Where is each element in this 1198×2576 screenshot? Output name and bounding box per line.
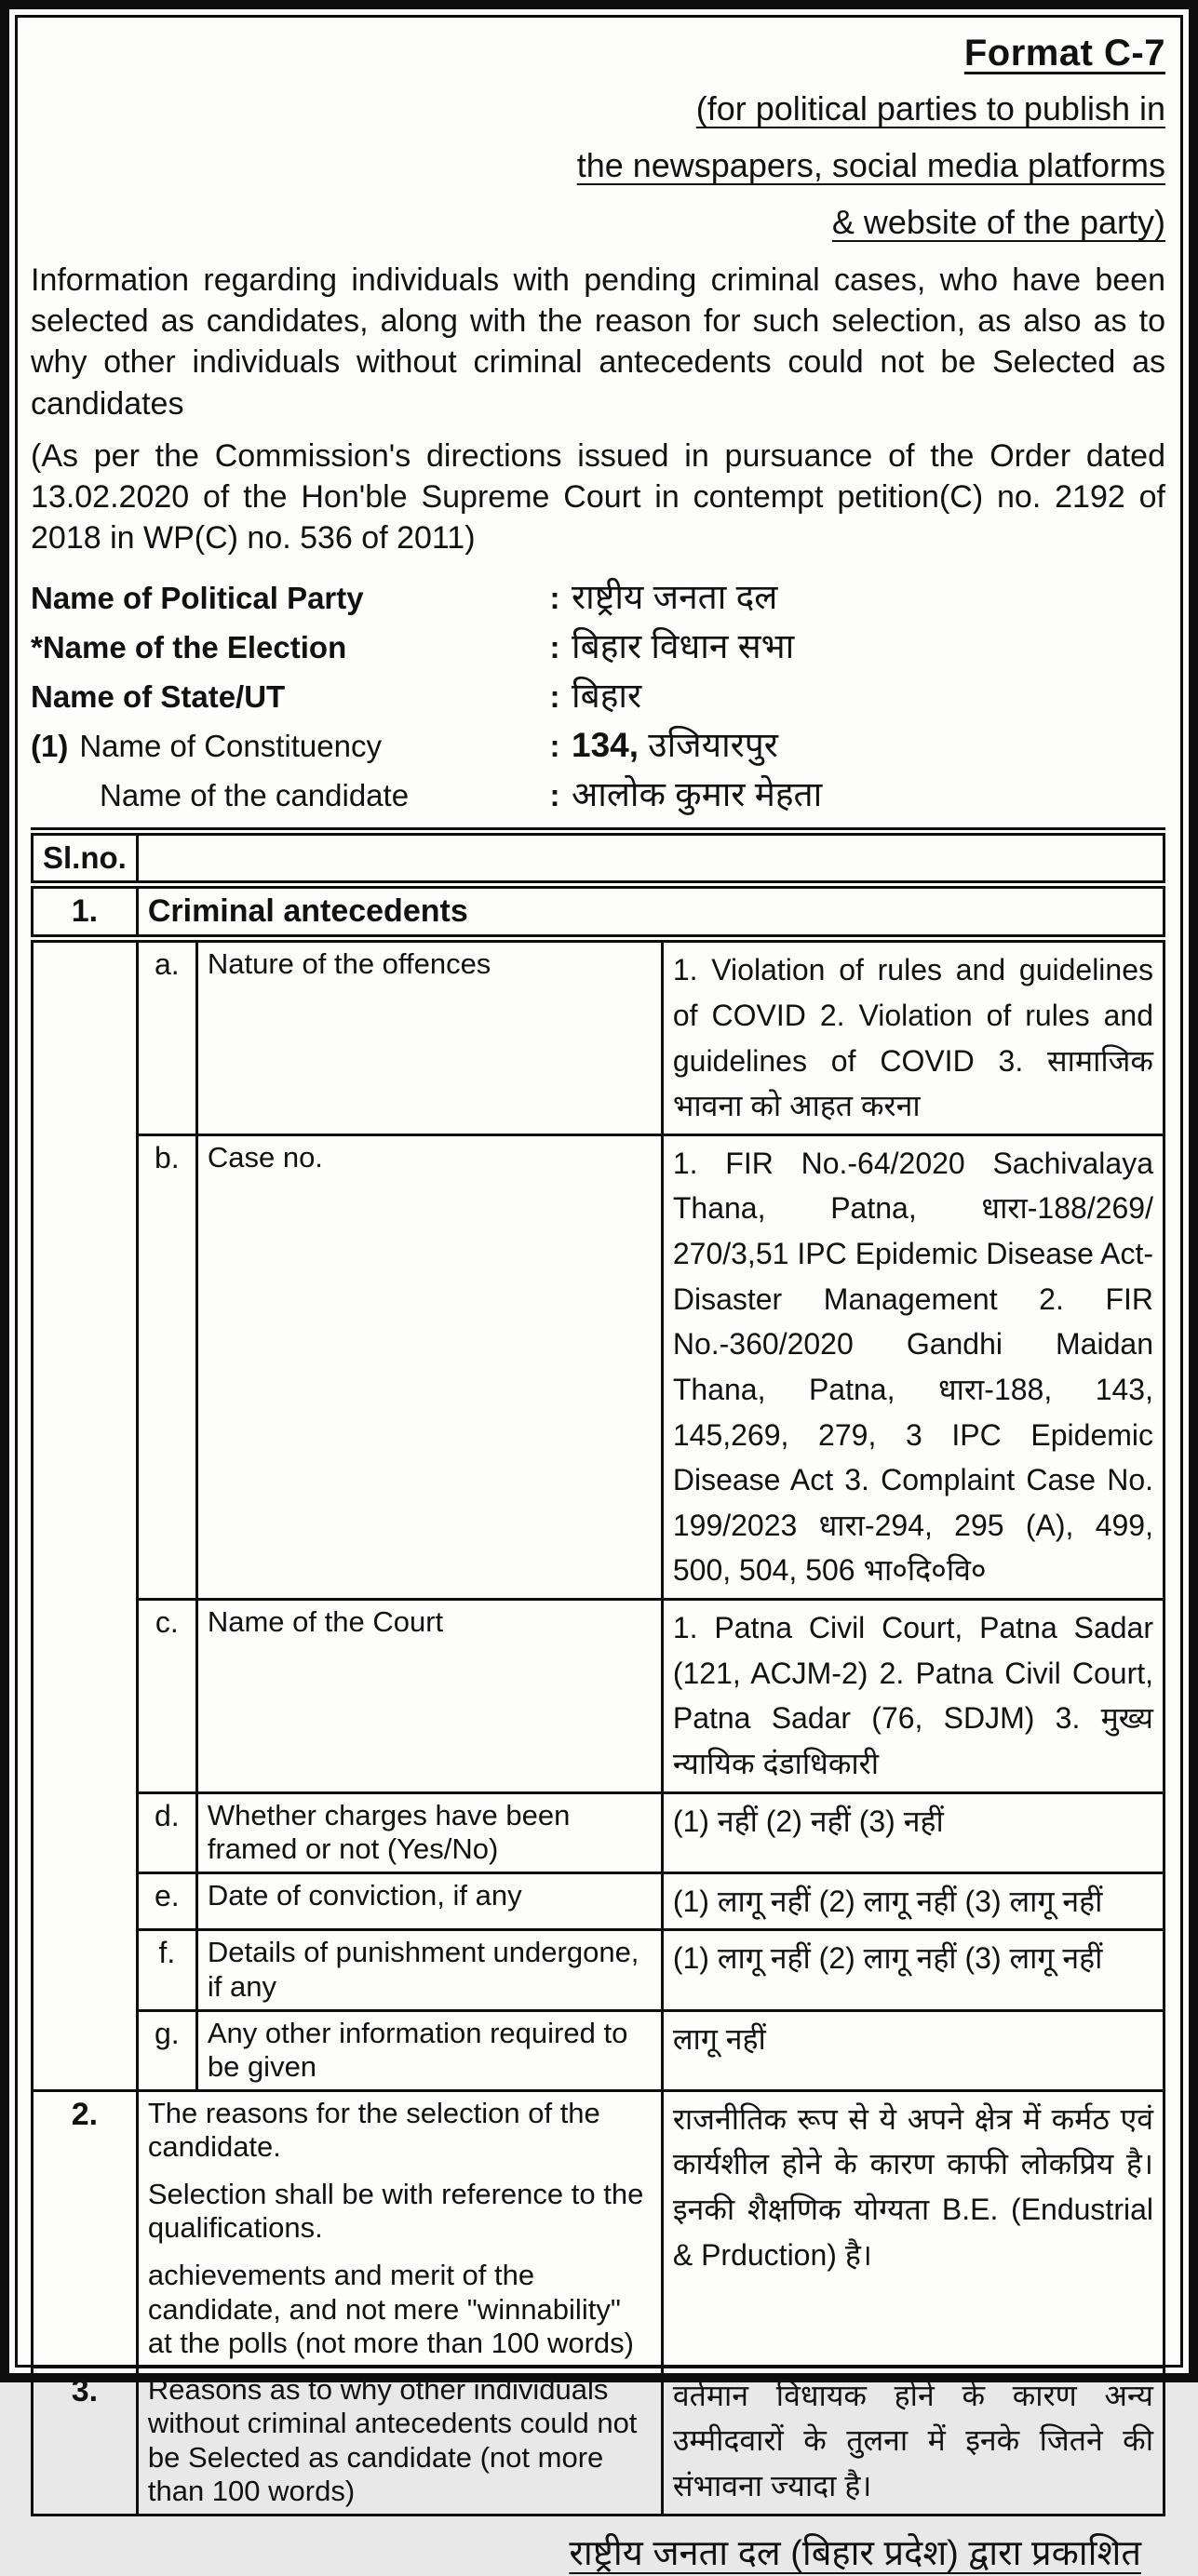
value-cell: 1. FIR No.-64/2020 Sachivalaya Thana, Patna, धारा-188/269/ 270/3,51 IPC Epidemic Disease Act-Disaster Management 2. FIR No.-360/2020 Gandhi Maidan Thana, Patna, धारा-188, 143, 145,269, 279, 3 IPC Epidemic Disease Act 3. Complaint Case No. 199/2023 धारा-294, 295 (A), 499, 500, 504, 506 भा०दि०वि० xyxy=(662,1134,1164,1599)
field-row-state xyxy=(31,670,1165,719)
constituency-label-text: Name of Constituency xyxy=(79,729,382,764)
document-inner-frame xyxy=(15,15,1183,2574)
value-cell: (1) लागू नहीं (2) लागू नहीं (3) लागू नहीं xyxy=(662,1930,1164,2010)
selection-reason-label xyxy=(137,2090,662,2367)
other-individuals-row xyxy=(33,2367,1164,2515)
row-number-cell: 3. xyxy=(33,2367,138,2515)
sub-row-e xyxy=(33,1872,1164,1930)
field-colon: : xyxy=(549,679,560,715)
sub-row-a xyxy=(33,939,1164,1135)
criminal-antecedents-title: Criminal antecedents xyxy=(137,885,1164,939)
row-number-cell: 1. xyxy=(33,885,138,939)
slno-header-cell: Sl.no. xyxy=(33,832,138,885)
selection-reason-line-2: Selection shall be with reference to the qualifications. xyxy=(147,2177,644,2245)
field-value-election: बिहार विधान सभा xyxy=(572,627,795,666)
other-individuals-value: वर्तमान विधायक होने के कारण अन्य उम्मीदवारों के तुलना में इनके जितने की संभावना ज्यादा है। xyxy=(662,2367,1164,2515)
field-colon: : xyxy=(549,729,560,764)
field-row-candidate xyxy=(31,769,1165,818)
selection-reason-row xyxy=(33,2090,1164,2367)
fields-block xyxy=(31,571,1165,818)
field-label-election: *Name of the Election xyxy=(31,630,347,665)
document-header xyxy=(31,33,1165,242)
field-value-party: राष्ट्रीय जनता दल xyxy=(572,578,778,617)
field-colon: : xyxy=(549,630,560,665)
field-colon: : xyxy=(549,778,560,813)
constituency-number-prefix: (1) xyxy=(31,729,69,764)
field-label-constituency xyxy=(31,729,538,764)
value-cell: लागू नहीं xyxy=(662,2010,1164,2090)
format-title: Format C-7 xyxy=(963,33,1165,74)
letter-cell: g. xyxy=(137,2010,196,2090)
value-cell: 1. Violation of rules and guidelines of COVID 2. Violation of rules and guidelines of COVID 3. सामाजिक भावना को आहत करना xyxy=(662,939,1164,1135)
sub-row-g xyxy=(33,2010,1164,2090)
subtitle-text-2: the newspapers, social media platforms xyxy=(576,146,1165,184)
format-title-line xyxy=(31,33,1165,74)
letter-cell: d. xyxy=(137,1792,196,1872)
selection-reason-value: राजनीतिक रूप से ये अपने क्षेत्र में कर्मठ एवं कार्यशील होने के कारण काफी लोकप्रिय है। इनकी शैक्षणिक योग्यता B.E. (Endustrial & Prduction) है। xyxy=(662,2090,1164,2367)
value-cell: (1) नहीं (2) नहीं (3) नहीं xyxy=(662,1792,1164,1872)
constituency-name: उजियारपुर xyxy=(648,726,778,765)
selection-reason-line-3: achievements and merit of the candidate, and not mere "winnability" at the polls (not more than 100 words) xyxy=(147,2258,634,2360)
slno-header-row xyxy=(33,832,1164,885)
constituency-code: 134, xyxy=(572,726,639,765)
subtitle-text-1: (for political parties to publish in xyxy=(695,89,1165,127)
label-cell: Any other information required to be given xyxy=(196,2010,662,2090)
sub-row-d xyxy=(33,1792,1164,1872)
row-number-cell: 2. xyxy=(33,2090,138,2367)
label-cell: Nature of the offences xyxy=(196,939,662,1135)
label-cell: Details of punishment undergone, if any xyxy=(196,1930,662,2010)
field-value-constituency xyxy=(572,719,778,767)
intro-paragraph: Information regarding individuals with pending criminal cases, who have been selected as candidates, along with the reason for such selection, as also as to why other individuals without criminal antecedents could not be Selected as candidates xyxy=(31,262,1165,422)
value-cell: (1) लागू नहीं (2) लागू नहीं (3) लागू नहीं xyxy=(662,1872,1164,1930)
label-cell: Name of the Court xyxy=(196,1600,662,1793)
value-cell: 1. Patna Civil Court, Patna Sadar (121, ACJM-2) 2. Patna Civil Court, Patna Sadar (76, SDJM) 3. मुख्य न्यायिक दंडाधिकारी xyxy=(662,1600,1164,1793)
subtitle-line-3 xyxy=(31,203,1165,242)
letter-cell: f. xyxy=(137,1930,196,2010)
field-value-state: बिहार xyxy=(572,677,642,716)
sub-row-c xyxy=(33,1600,1164,1793)
subtitle-line-2 xyxy=(31,146,1165,185)
footer xyxy=(31,2528,1165,2576)
letter-cell: e. xyxy=(137,1872,196,1930)
antecedents-table xyxy=(31,827,1165,2516)
field-row-party xyxy=(31,571,1165,621)
field-label-party: Name of Political Party xyxy=(31,581,364,616)
letter-cell: c. xyxy=(137,1600,196,1793)
field-label-candidate: Name of the candidate xyxy=(100,778,410,813)
field-row-constituency xyxy=(31,719,1165,769)
other-individuals-label: Reasons as to why other individuals without criminal antecedents could not be Selected as candidate (not more than 100 words) xyxy=(137,2367,662,2515)
field-colon: : xyxy=(549,581,560,616)
subtitle-text-3: & website of the party) xyxy=(831,203,1165,241)
subtitle-line-1 xyxy=(31,89,1165,128)
label-cell: Whether charges have been framed or not (Yes/No) xyxy=(196,1792,662,1872)
sub-row-f xyxy=(33,1930,1164,2010)
merged-slno-cell xyxy=(33,939,138,2090)
field-value-candidate: आलोक कुमार मेहता xyxy=(572,775,823,814)
published-by-text: राष्ट्रीय जनता दल (बिहार प्रदेश) द्वारा प्रकाशित xyxy=(569,2534,1141,2574)
slno-header-empty-cell xyxy=(137,832,1164,885)
label-cell: Date of conviction, if any xyxy=(196,1872,662,1930)
field-label-state: Name of State/UT xyxy=(31,679,286,715)
sub-row-b xyxy=(33,1134,1164,1599)
field-row-election xyxy=(31,621,1165,670)
selection-reason-line-1: The reasons for the selection of the candidate. xyxy=(147,2096,600,2164)
criminal-antecedents-row xyxy=(33,885,1164,939)
letter-cell: b. xyxy=(137,1134,196,1599)
label-cell: Case no. xyxy=(196,1134,662,1599)
order-paragraph: (As per the Commission's directions issued in pursuance of the Order dated 13.02.2020 of the Hon'ble Supreme Court in contempt petition(C) no. 2192 of 2018 in WP(C) no. 536 of 2011) xyxy=(31,437,1165,557)
letter-cell: a. xyxy=(137,939,196,1135)
